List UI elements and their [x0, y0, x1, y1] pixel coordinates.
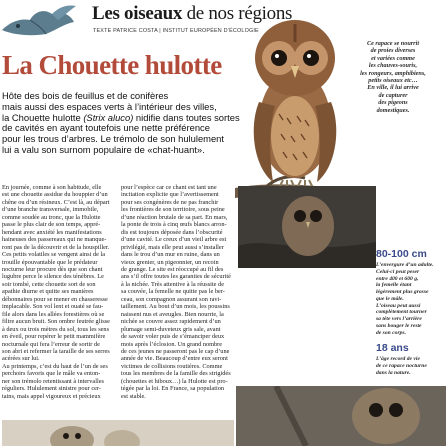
body-line: ner son trémolo retentissant à intervalles — [2, 377, 104, 385]
lead-text: nidifie dans toutes sortes — [133, 111, 240, 123]
caption-line: petits oiseaux etc… — [368, 77, 418, 85]
body-column-2 — [121, 184, 235, 400]
byline: TEXTE PATRICE COSTA | INSTITUT EUROPÉEN D’ÉCOLOGIE — [93, 28, 259, 34]
body-line: apathie diurne et quitte ses manières — [2, 288, 94, 296]
owl-photo-ground — [236, 386, 446, 446]
body-line: ans s’il offre toutes les garanties de sécurité — [121, 273, 231, 281]
body-line: pour ses congénères de ne pas franchir — [121, 198, 219, 206]
body-line: hendant avec anxiété les manifestations — [2, 228, 102, 236]
lead-line: lui a valu son surnom populaire de «chat-huant». — [2, 143, 205, 155]
body-line: en éveil, pour repérer le petit mammifère — [2, 333, 106, 341]
body-line: tégée par la loi. En France, sa population — [121, 385, 224, 393]
body-line: est stable. — [121, 392, 146, 400]
fact-line: sans bouger le reste — [376, 322, 422, 329]
body-line: dans le trou d’un mur en ruine, dans un — [121, 251, 220, 259]
body-line: ceau, son compagnon assurant son ravi- — [121, 295, 222, 303]
section-title-thin: de nos régions — [186, 3, 293, 24]
lead-line: pour les trous d’arbres. Le trémolo de son hululement — [2, 133, 224, 145]
owl-photo-chicks — [2, 420, 234, 446]
body-line: perchoirs favoris que le mâle va enton- — [2, 370, 101, 378]
body-line: lugubre perce le silence des ténèbres. Le — [2, 273, 104, 281]
body-line: vieux grenier, un pigeonnier, un recoin — [121, 258, 219, 266]
fact-line: Celui-ci peut peser — [376, 268, 420, 275]
body-line: Ces petits volatiles se vengent ainsi de la — [2, 251, 106, 259]
body-line: les frontières de son territoire, sous peine — [121, 206, 225, 214]
body-line: acérées sur lui. — [2, 355, 40, 363]
section-title-bold: Les oiseaux — [92, 3, 183, 24]
caption-line: les rongeurs, amphibiens, — [360, 69, 426, 77]
wingspan-value: 80-100 cm — [376, 248, 427, 260]
body-line: tous les membres de la famille des strigidés — [121, 370, 231, 378]
body-line: la ponte de trois à cinq œufs blancs arron- — [121, 221, 227, 229]
body-line: dis est toujours déposée dans l’obscurité — [121, 228, 223, 236]
age-value: 18 ans — [376, 342, 409, 354]
body-line: implacable. Son vol lent et ouaté se fau- — [2, 303, 104, 311]
body-line: nocturnale qui fera l’erreur de sortir de — [2, 340, 100, 348]
caption-line: Ce rapace se nourrit — [366, 40, 420, 47]
fact-line: de ce rapace nocturne — [376, 362, 427, 369]
body-line: file alors dans les allées forestières où se — [2, 310, 105, 318]
body-line: nocturne leur procure dès que son chant — [2, 265, 103, 273]
fact-line: la femelle étant — [376, 282, 412, 289]
body-line: (chouettes et hiboux…) la Hulotte est pro- — [121, 377, 228, 385]
caption-line: domestiques. — [376, 106, 410, 114]
body-line: est une chouette assidue du houppier d’un — [2, 191, 108, 199]
body-line: à la nichée. Très attentive à la réussite de — [121, 280, 224, 288]
bird-illustration-strip — [0, 0, 88, 38]
article-title: La Chouette hulotte — [2, 50, 222, 80]
age-text — [376, 356, 446, 376]
fact-line: que le mâle. — [376, 295, 404, 302]
body-line: de ces jeunes ne passeront pas le cap d’une — [121, 347, 230, 355]
body-line: de savoir voler puis de s’émanciper deux — [121, 333, 225, 341]
body-line: filtre aucun bruit. Son ombre feutrée glisse — [2, 318, 110, 326]
body-column-1 — [2, 184, 117, 400]
body-line: incitation explicite que l’avertissement — [121, 191, 219, 199]
lead-text: la Chouette hulotte — [2, 111, 84, 123]
fact-line: L’âge record de vie — [376, 356, 420, 362]
body-line: En journée, comme à son habitude, elle — [2, 184, 102, 191]
body-line: passe le plus clair de son temps, appré- — [2, 221, 101, 229]
body-line: d’une branche transversale, immobile, — [2, 206, 99, 214]
body-line: de grange. Le site est réoccupé au fil des — [121, 265, 224, 273]
body-line: Au printemps, c’est du haut de l’un de ses — [2, 362, 108, 370]
fact-line: légèrement plus grosse — [376, 289, 429, 295]
body-line: mois après l’éclosion. Un grand nombre — [121, 340, 223, 348]
owl-photo-perched — [238, 186, 376, 268]
fact-line: L’envergure d’un adulte. — [376, 262, 434, 268]
caption-line: les chauves-souris, — [368, 62, 418, 70]
lead-line: Hôte des bois de feuillus et de conifères — [2, 90, 169, 101]
caption-line: des pigeons — [378, 99, 408, 107]
body-line: pour l’espèce car ce chant est tant une — [121, 184, 217, 191]
caption-line: En ville, il lui arrive — [367, 84, 419, 92]
body-line: ront pas de la découvrir et de la houspiller. — [2, 243, 110, 251]
lead-line: de cavités en ayant toutefois une nette préférence — [2, 122, 210, 134]
lead-line: mais aussi des espaces verts à l’intérieur des villes, — [2, 100, 217, 112]
fact-line: de son corps. — [376, 329, 406, 336]
scientific-name: (Strix aluco) — [83, 111, 134, 123]
page-header — [0, 0, 446, 40]
body-line: réguliers. Hululement sinistre pour cer- — [2, 385, 102, 393]
body-line: comme soudée au tronc, que la Hulotte — [2, 213, 101, 221]
body-line: soir tombé, cette chouette sort de son — [2, 280, 96, 288]
owl-caption — [341, 40, 445, 114]
body-line: haineuses des passereaux qui ne manque- — [2, 236, 107, 244]
body-line: plumage semi-duveteux gris sale, avant — [121, 325, 221, 333]
body-line: chêne ou d’un résineux. C’est là, au départ — [2, 198, 110, 206]
body-line: d’une cavité. Le creux d’un vieil arbre est — [121, 236, 227, 244]
fact-line: L’oiseau peut aussi — [376, 302, 421, 309]
body-line: taillement. Au bout d’un mois, les poussins — [121, 303, 230, 311]
body-line: nichée se couvre assez rapidement d’un — [121, 318, 221, 326]
body-line: victimes de collisions routières. Comme — [121, 362, 223, 370]
fact-line: complètement tourner — [376, 309, 427, 316]
wingspan-text — [376, 262, 446, 336]
article-lead — [2, 91, 245, 156]
body-line: d’une réaction brutale de sa part. En mars, — [121, 213, 228, 221]
fact-line: entre 400 et 600 g, — [376, 275, 419, 282]
caption-line: de capturer — [378, 91, 408, 99]
fact-line: sa tête vers l’arrière — [376, 316, 422, 322]
body-line: année de vie. Beaucoup d’entre eux seront — [121, 355, 228, 363]
body-line: à deux ou trois mètres du sol, tous les sens — [2, 325, 110, 333]
caption-line: de proies diverses — [370, 47, 416, 55]
body-line: tains, mais appel vigoureux et précieux — [2, 392, 101, 400]
body-line: son abri et refermer la taraille de ses serres — [2, 347, 110, 355]
body-line: naissent nus et aveugles. Bien nourrie, la — [121, 310, 224, 318]
body-line: débonnaires pour se mener en chasseresse — [2, 295, 108, 303]
owl-illustration — [235, 6, 355, 201]
body-line: sa couvée, la femelle ne quitte pas le ber- — [121, 288, 225, 296]
caption-line: et variées comme — [371, 54, 415, 62]
body-line: trouille épouvantable que le prédateur — [2, 258, 98, 266]
body-line: privilégié, mais elle peut aussi s’installer — [121, 243, 224, 251]
fact-line: dans la nature. — [376, 369, 411, 376]
